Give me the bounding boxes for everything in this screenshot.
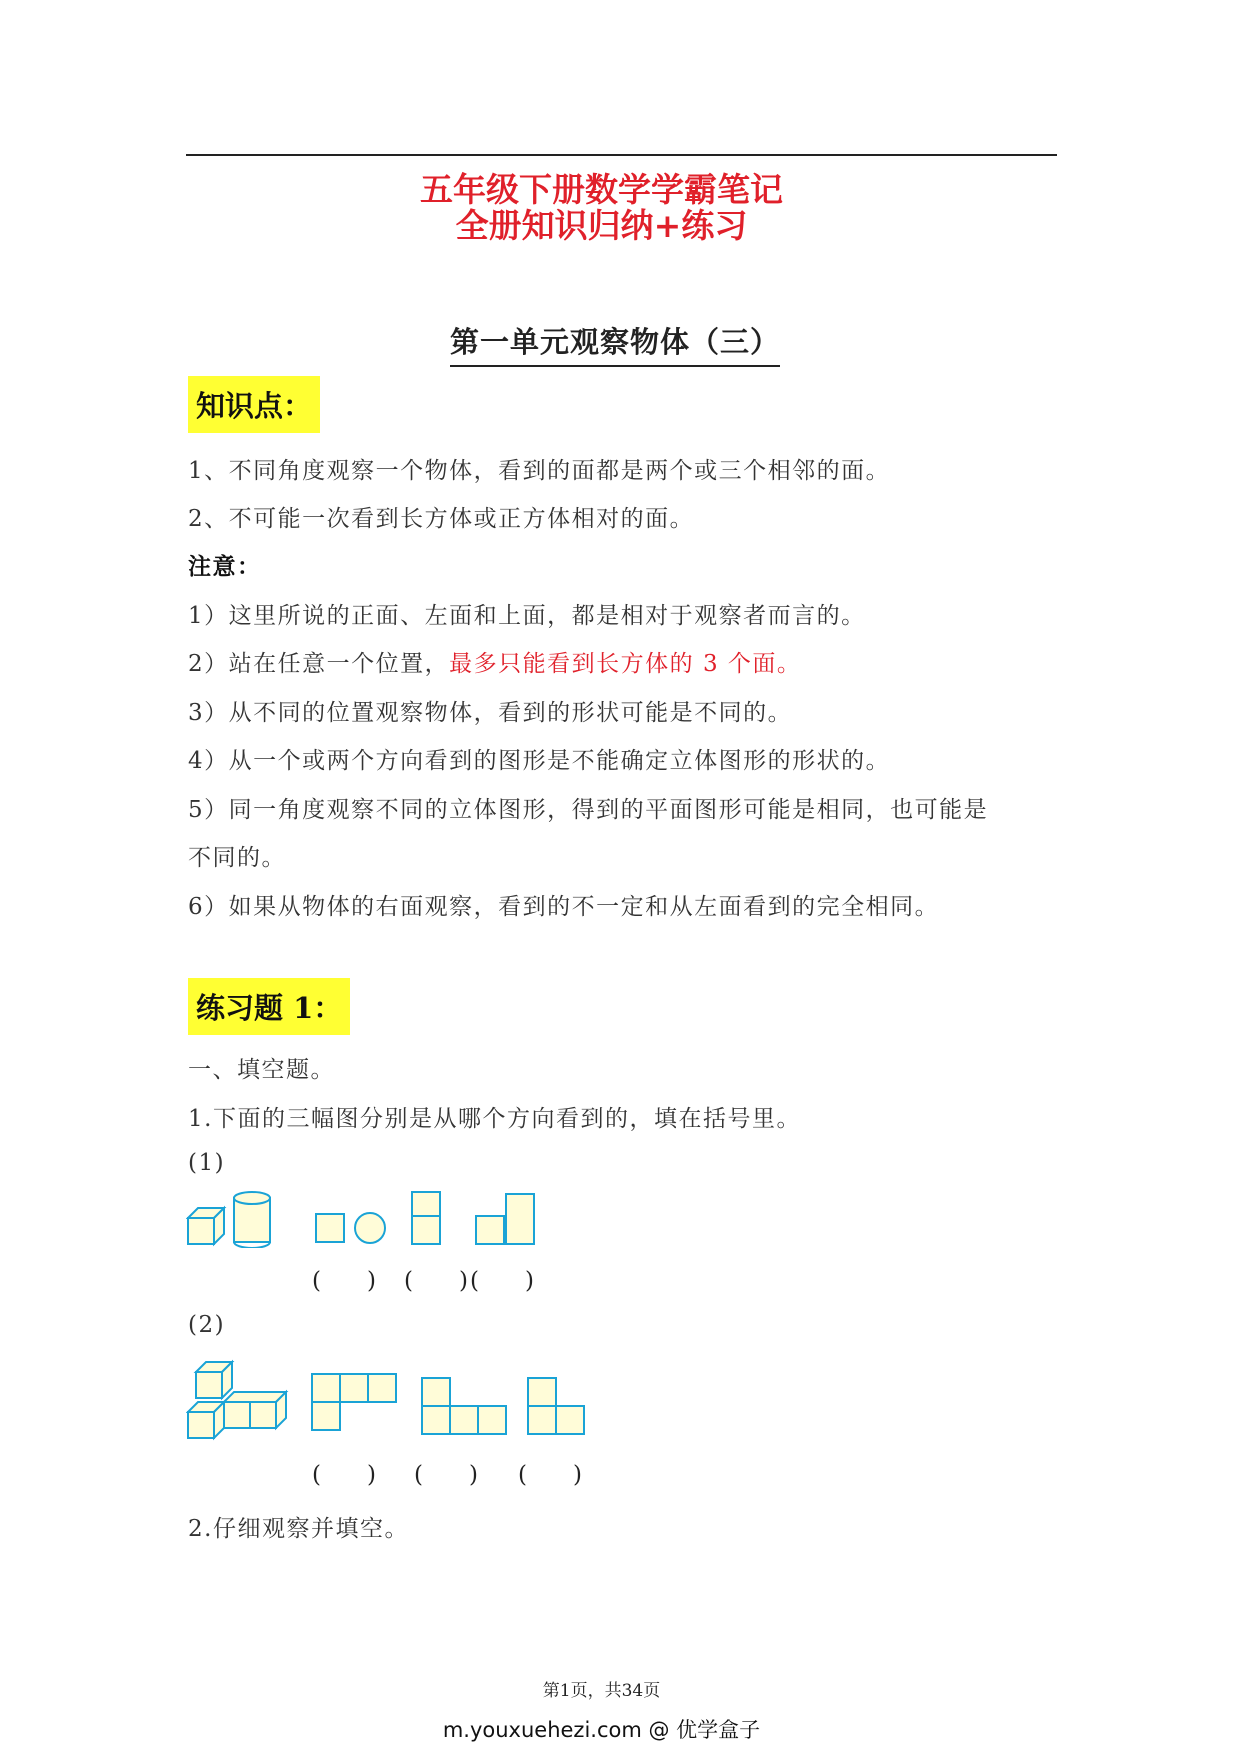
view-b-stacked-squares (412, 1192, 440, 1244)
figure-2-views (186, 1352, 596, 1452)
note-2 (188, 645, 801, 678)
knowledge-heading: 知识点： (188, 376, 320, 433)
view-d-l-shape (312, 1374, 396, 1430)
answer-blank-2b[interactable]: ( ) (414, 1462, 478, 1488)
view-e-step-shape (422, 1378, 506, 1434)
note-2-prefix: 2）站在任意一个位置， (188, 651, 450, 677)
answer-blank-1c[interactable]: ( ) (470, 1268, 534, 1294)
question-1-part-1-label: (1) (188, 1150, 226, 1176)
view-c-square-and-rect (476, 1194, 534, 1244)
note-4: 4）从一个或两个方向看到的图形是不能确定立体图形的形状的。 (188, 748, 891, 774)
top-rule (186, 154, 1057, 156)
note-3: 3）从不同的位置观察物体，看到的形状可能是不同的。 (188, 700, 793, 726)
cube-and-cylinder-solid (188, 1192, 270, 1248)
view-f-small-step (528, 1378, 584, 1434)
note-5-line-2: 不同的。 (188, 845, 286, 871)
cube-arrangement-solid (188, 1362, 286, 1438)
figure-1-views (186, 1188, 556, 1248)
question-1: 1.下面的三幅图分别是从哪个方向看到的，填在括号里。 (188, 1106, 801, 1132)
page-number: 第1页，共34页 (542, 1681, 661, 1701)
site-watermark[interactable]: m.youxuehezi.com @ 优学盒子 (442, 1718, 761, 1742)
knowledge-point-1: 1、不同角度观察一个物体，看到的面都是两个或三个相邻的面。 (188, 458, 891, 484)
document-subtitle: 全册知识归纳+练习 (455, 206, 748, 245)
answer-blank-2c[interactable]: ( ) (518, 1462, 582, 1488)
answer-blank-1a[interactable]: ( ) (312, 1268, 376, 1294)
notes-heading: 注意： (188, 553, 262, 580)
question-1-part-2-label: (2) (188, 1312, 226, 1338)
knowledge-point-2: 2、不可能一次看到长方体或正方体相对的面。 (188, 506, 695, 532)
answer-blank-2a[interactable]: ( ) (312, 1462, 376, 1488)
exercise-heading: 练习题 1： (188, 978, 350, 1035)
exercise-section: 一、填空题。 (188, 1057, 335, 1083)
question-2: 2.仔细观察并填空。 (188, 1516, 409, 1542)
view-a-square-circle (316, 1213, 385, 1243)
answer-blank-1b[interactable]: ( ) (404, 1268, 468, 1294)
unit-title: 第一单元观察物体（三） (450, 320, 780, 367)
document-title: 五年级下册数学学霸笔记 (420, 170, 783, 209)
note-5-line-1: 5）同一角度观察不同的立体图形，得到的平面图形可能是相同，也可能是 (188, 797, 989, 823)
note-1: 1）这里所说的正面、左面和上面，都是相对于观察者而言的。 (188, 603, 866, 629)
note-2-highlight: 最多只能看到长方体的 3 个面。 (449, 651, 802, 677)
note-6: 6）如果从物体的右面观察，看到的不一定和从左面看到的完全相同。 (188, 894, 940, 920)
